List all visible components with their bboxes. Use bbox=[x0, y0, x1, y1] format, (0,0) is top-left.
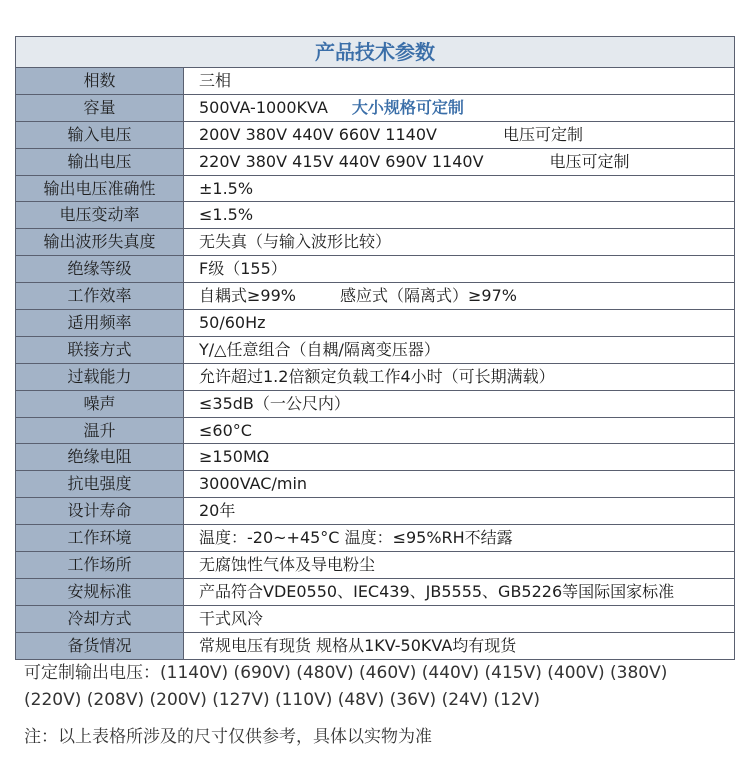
row-value bbox=[184, 122, 734, 148]
row-value bbox=[184, 606, 734, 632]
row-value bbox=[184, 283, 734, 309]
row-value bbox=[184, 310, 734, 336]
row-label: 输出波形失真度 bbox=[16, 229, 184, 255]
custom-voltage-note-line2: (220V) (208V) (200V) (127V) (110V) (48V) (36V) (24V) (12V) bbox=[24, 690, 541, 710]
table-title: 产品技术参数 bbox=[16, 37, 734, 68]
table-row bbox=[16, 552, 734, 579]
row-value bbox=[184, 95, 734, 121]
row-value-text: ≤1.5% bbox=[199, 205, 254, 225]
row-value-text: 220V 380V 415V 440V 690V 1140V bbox=[199, 151, 484, 171]
table-row bbox=[16, 391, 734, 418]
row-value-text: ≥150MΩ bbox=[199, 447, 269, 467]
row-label: 工作效率 bbox=[16, 283, 184, 309]
row-value bbox=[184, 364, 734, 390]
row-value bbox=[184, 149, 734, 175]
row-label: 输入电压 bbox=[16, 122, 184, 148]
row-label: 联接方式 bbox=[16, 337, 184, 363]
row-label: 工作场所 bbox=[16, 552, 184, 578]
row-value-text: 干式风冷 bbox=[199, 608, 264, 628]
row-label: 容量 bbox=[16, 95, 184, 121]
row-label: 工作环境 bbox=[16, 525, 184, 551]
table-row bbox=[16, 229, 734, 256]
table-row bbox=[16, 606, 734, 633]
row-value-text: 允许超过1.2倍额定负载工作4小时（可长期满载） bbox=[199, 366, 555, 386]
row-value-text: 常规电压有现货 规格从1KV-50KVA均有现货 bbox=[199, 635, 517, 655]
row-label: 输出电压准确性 bbox=[16, 176, 184, 202]
row-value-text: 无失真（与输入波形比较） bbox=[199, 232, 392, 252]
row-value bbox=[184, 176, 734, 202]
table-row bbox=[16, 202, 734, 229]
row-value bbox=[184, 498, 734, 524]
table-row bbox=[16, 95, 734, 122]
table-row bbox=[16, 256, 734, 283]
table-body bbox=[16, 68, 734, 659]
table-row bbox=[16, 176, 734, 203]
row-value-text: ≤35dB（一公尺内） bbox=[199, 393, 350, 413]
row-value bbox=[184, 633, 734, 659]
row-label: 抗电强度 bbox=[16, 471, 184, 497]
row-value-extra: 电压可定制 bbox=[549, 151, 630, 171]
row-value bbox=[184, 256, 734, 282]
row-value bbox=[184, 552, 734, 578]
row-value-text: 产品符合VDE0550、IEC439、JB5555、GB5226等国际国家标准 bbox=[199, 581, 675, 601]
row-value-extra: 大小规格可定制 bbox=[351, 97, 464, 117]
row-value-extra: 感应式（隔离式）≥97% bbox=[339, 286, 517, 306]
row-value-text: ≤60°C bbox=[199, 420, 252, 440]
row-label: 设计寿命 bbox=[16, 498, 184, 524]
table-row bbox=[16, 471, 734, 498]
row-label: 电压变动率 bbox=[16, 202, 184, 228]
row-label: 过载能力 bbox=[16, 364, 184, 390]
row-value bbox=[184, 68, 734, 94]
table-row bbox=[16, 579, 734, 606]
row-value bbox=[184, 471, 734, 497]
row-label: 安规标准 bbox=[16, 579, 184, 605]
row-value-extra: 电压可定制 bbox=[502, 124, 583, 144]
row-value bbox=[184, 337, 734, 363]
disclaimer-note: 注：以上表格所涉及的尺寸仅供参考，具体以实物为准 bbox=[24, 727, 432, 747]
row-value-text: F级（155） bbox=[199, 259, 287, 279]
row-label: 备货情况 bbox=[16, 633, 184, 659]
table-row bbox=[16, 364, 734, 391]
row-value bbox=[184, 418, 734, 444]
table-row bbox=[16, 337, 734, 364]
table-row bbox=[16, 310, 734, 337]
row-value-text: ±1.5% bbox=[199, 178, 254, 198]
row-value bbox=[184, 391, 734, 417]
custom-voltage-note-line1: 可定制输出电压：(1140V) (690V) (480V) (460V) (440V) (415V) (400V) (380V) bbox=[24, 663, 668, 683]
row-label: 冷却方式 bbox=[16, 606, 184, 632]
row-value bbox=[184, 229, 734, 255]
row-label: 适用频率 bbox=[16, 310, 184, 336]
row-value-text: 温度：-20~+45°C 温度：≤95%RH不结露 bbox=[199, 528, 513, 548]
row-label: 相数 bbox=[16, 68, 184, 94]
table-row bbox=[16, 418, 734, 445]
table-row bbox=[16, 525, 734, 552]
row-value bbox=[184, 444, 734, 470]
row-value bbox=[184, 525, 734, 551]
table-row bbox=[16, 149, 734, 176]
spec-table bbox=[15, 36, 735, 660]
row-value-text: Y/△任意组合（自耦/隔离变压器） bbox=[199, 339, 440, 359]
row-value bbox=[184, 202, 734, 228]
row-value-text: 三相 bbox=[199, 71, 232, 90]
table-row bbox=[16, 122, 734, 149]
row-value-text: 50/60Hz bbox=[199, 313, 266, 333]
row-value-text: 20年 bbox=[199, 501, 236, 521]
row-label: 输出电压 bbox=[16, 149, 184, 175]
row-value-text: 200V 380V 440V 660V 1140V bbox=[199, 124, 437, 144]
row-label: 噪声 bbox=[16, 391, 184, 417]
row-value-text: 无腐蚀性气体及导电粉尘 bbox=[199, 555, 376, 575]
table-row bbox=[16, 283, 734, 310]
row-value bbox=[184, 579, 734, 605]
table-row bbox=[16, 68, 734, 95]
row-label: 温升 bbox=[16, 418, 184, 444]
row-label: 绝缘电阻 bbox=[16, 444, 184, 470]
table-row bbox=[16, 633, 734, 659]
table-row bbox=[16, 444, 734, 471]
row-label: 绝缘等级 bbox=[16, 256, 184, 282]
table-row bbox=[16, 498, 734, 525]
row-value-text: 3000VAC/min bbox=[199, 474, 308, 494]
row-value-text: 500VA-1000KVA bbox=[199, 97, 328, 117]
row-value-text: 自耦式≥99% bbox=[199, 286, 296, 306]
